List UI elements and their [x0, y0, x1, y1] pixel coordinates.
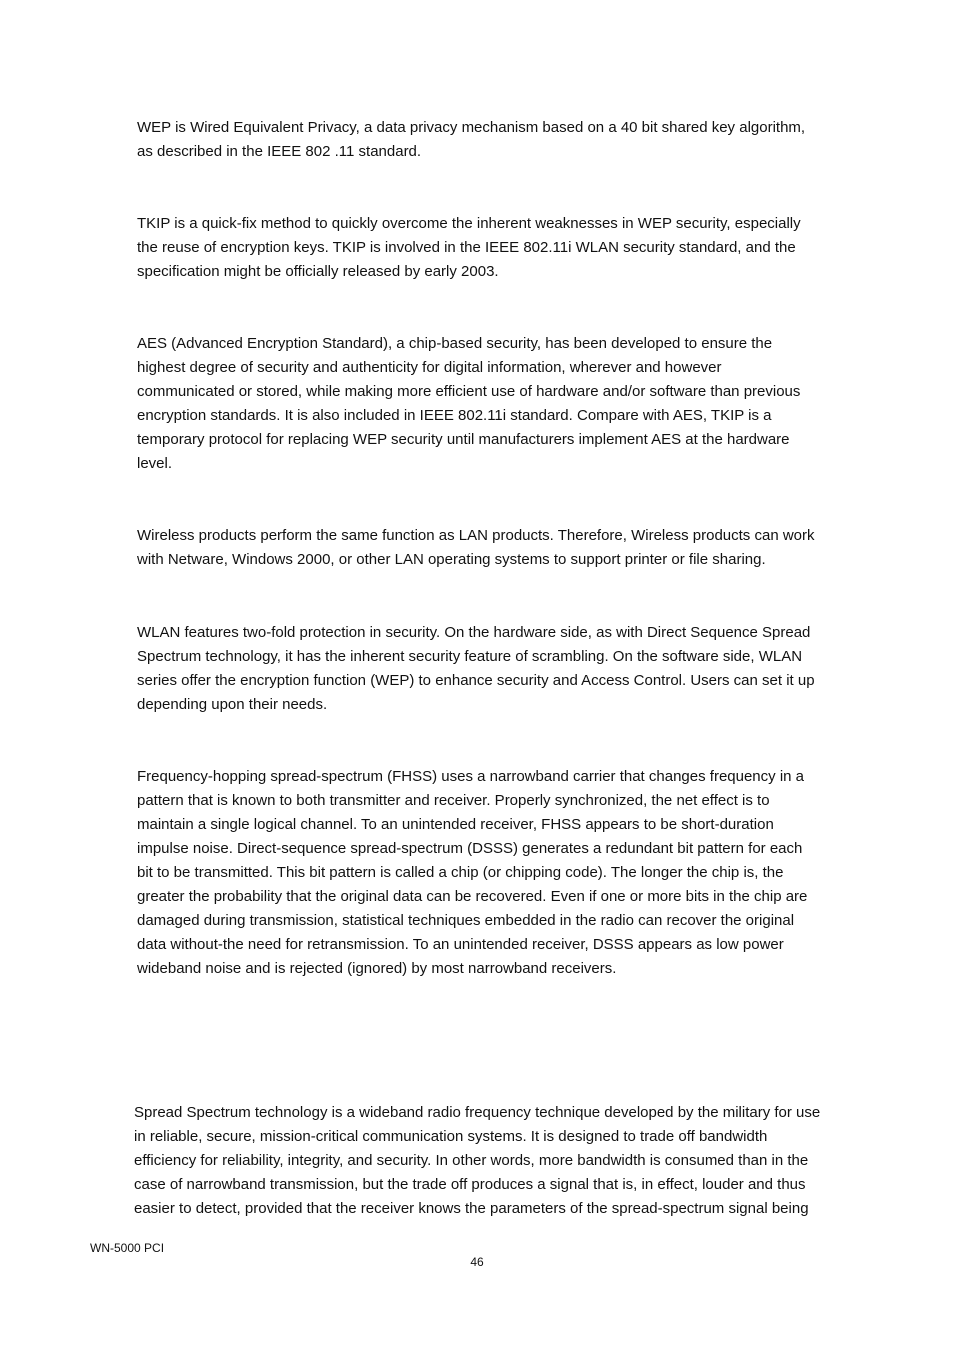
text-line: impulse noise. Direct-sequence spread-spectrum (DSSS) generates a redundant bit pattern for each	[137, 840, 803, 857]
text-line: Frequency-hopping spread-spectrum (FHSS) uses a narrowband carrier that changes frequency in a	[137, 768, 805, 785]
paragraph-aes	[137, 332, 867, 476]
text-line: depending upon their needs.	[137, 696, 328, 713]
text-line: WEP is Wired Equivalent Privacy, a data privacy mechanism based on a 40 bit shared key algorithm,	[137, 119, 806, 136]
text-line: Wireless products perform the same function as LAN products. Therefore, Wireless products can work	[137, 527, 815, 544]
text-line: the reuse of encryption keys. TKIP is involved in the IEEE 802.11i WLAN security standard, and the	[137, 239, 796, 256]
text-line: maintain a single logical channel. To an unintended receiver, FHSS appears to be short-duration	[137, 816, 774, 833]
paragraph-spread-spectrum	[134, 1101, 868, 1221]
text-line: series offer the encryption function (WEP) to enhance security and Access Control. Users can set it up	[137, 672, 815, 689]
text-line: case of narrowband transmission, but the trade off produces a signal that is, in effect, louder and thus	[134, 1176, 806, 1193]
text-line: temporary protocol for replacing WEP security until manufacturers implement AES at the hardware	[137, 431, 790, 448]
text-line: easier to detect, provided that the receiver knows the parameters of the spread-spectrum signal being	[134, 1200, 809, 1217]
text-line: efficiency for reliability, integrity, and security. In other words, more bandwidth is consumed than in the	[134, 1152, 809, 1169]
text-line: encryption standards. It is also included in IEEE 802.11i standard. Compare with AES, TKIP is a	[137, 407, 772, 424]
text-line: in reliable, secure, mission-critical communication systems. It is designed to trade off bandwidth	[134, 1128, 768, 1145]
text-line: wideband noise and is rejected (ignored) by most narrowband receivers.	[137, 960, 617, 977]
text-line: data without-the need for retransmission. To an unintended receiver, DSSS appears as low power	[137, 936, 784, 953]
text-line: AES (Advanced Encryption Standard), a chip-based security, has been developed to ensure the	[137, 335, 773, 352]
text-line: damaged during transmission, statistical techniques embedded in the radio can recover the original	[137, 912, 795, 929]
text-line: communicated or stored, while making more efficient use of hardware and/or software than previous	[137, 383, 801, 400]
paragraph-fhss-dsss	[137, 765, 867, 981]
paragraph-wep	[137, 116, 867, 164]
text-line: highest degree of security and authenticity for digital information, wherever and however	[137, 359, 722, 376]
paragraph-wlan-security	[137, 621, 867, 717]
paragraph-tkip	[137, 212, 867, 284]
text-line: level.	[137, 455, 173, 472]
text-line: WLAN features two-fold protection in security. On the hardware side, as with Direct Sequence Spread	[137, 624, 811, 641]
text-line: pattern that is known to both transmitter and receiver. Properly synchronized, the net effect is to	[137, 792, 770, 809]
text-line: Spectrum technology, it has the inherent security feature of scrambling. On the software side, WLAN	[137, 648, 803, 665]
page-number: 46	[470, 1255, 484, 1269]
text-line: greater the probability that the original data can be recovered. Even if one or more bits in the chip are	[137, 888, 808, 905]
footer-product-name: WN-5000 PCI	[90, 1241, 165, 1255]
text-line: as described in the IEEE 802 .11 standard.	[137, 143, 422, 160]
paragraph-lan-compatibility	[137, 524, 867, 572]
text-line: with Netware, Windows 2000, or other LAN operating systems to support printer or file sharing.	[137, 551, 766, 568]
text-line: Spread Spectrum technology is a wideband radio frequency technique developed by the military for use	[134, 1104, 821, 1121]
text-line: TKIP is a quick-fix method to quickly overcome the inherent weaknesses in WEP security, especially	[137, 215, 801, 232]
text-line: bit to be transmitted. This bit pattern is called a chip (or chipping code). The longer the chip is, the	[137, 864, 784, 881]
text-line: specification might be officially released by early 2003.	[137, 263, 499, 280]
